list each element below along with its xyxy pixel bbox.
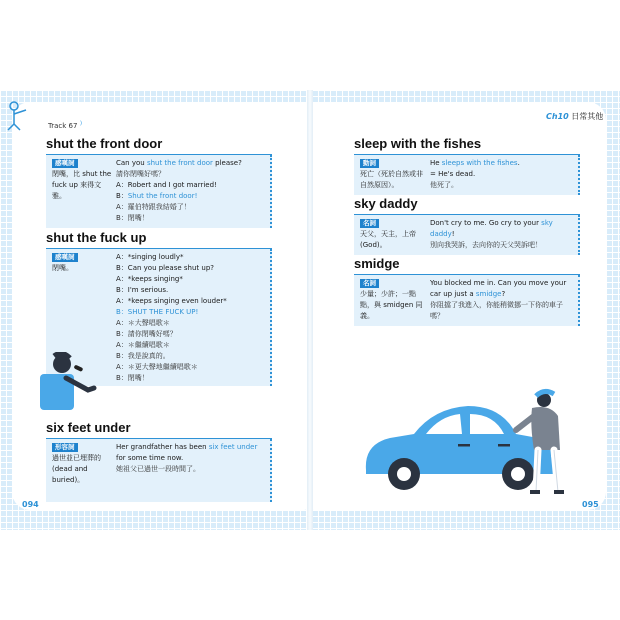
example-translation: 他死了。	[430, 181, 458, 189]
dialog-line: A：*keeps singing*	[116, 275, 183, 283]
example-sentence: Her grandfather has been six feet under for some time now.	[116, 443, 258, 462]
entry-title: shut the fuck up	[46, 230, 272, 249]
dialog-line: A：*singing loudly*	[116, 253, 184, 261]
definition: 死亡（死於自然或非自然原因）。	[360, 170, 423, 189]
dialog-line: B：Shut the front door!	[116, 192, 198, 200]
dialog-line: B：SHUT THE FUCK UP!	[116, 308, 199, 316]
singing-man-illustration	[36, 352, 106, 412]
entry-title: sleep with the fishes	[354, 136, 580, 155]
pos-tag: 感嘆詞	[52, 159, 78, 168]
entry-title: sky daddy	[354, 196, 580, 215]
example-sentence: = He's dead.	[430, 170, 476, 178]
dialog-line: B：我是說真的。	[116, 352, 170, 360]
page-number-left: 094	[22, 500, 39, 509]
track-label: Track 67 ⁾	[48, 120, 83, 131]
dialog-line: A：Robert and I got married!	[116, 181, 217, 189]
dialog-line: A：＊更大聲地繼續唱歌＊	[116, 363, 198, 371]
entry-smidge	[354, 256, 580, 326]
dialog-line: A：＊大聲唱歌＊	[116, 319, 170, 327]
pos-tag: 名詞	[360, 279, 379, 288]
dialog-line: B：Can you please shut up?	[116, 264, 214, 272]
pos-tag: 名詞	[360, 219, 379, 228]
example-sentence: You blocked me in. Can you move your car up just a smidge?	[430, 279, 567, 298]
dialog-line: A：羅伯特跟我結婚了！	[116, 203, 191, 211]
dialog-line: B：I'm serious.	[116, 286, 169, 294]
ear-icon: ⁾	[79, 120, 83, 131]
car-man-illustration	[356, 386, 588, 498]
book-spread	[0, 90, 620, 530]
definition: 閉嘴，比 shut the fuck up 來得文雅。	[52, 170, 112, 200]
entry-sleep-with-the-fishes	[354, 136, 580, 195]
entry-sky-daddy	[354, 196, 580, 255]
example-translation: 別向我哭訴，去向你的天父哭訴吧！	[430, 241, 542, 249]
dialog-line: B：閉嘴！	[116, 214, 149, 222]
entry-six-feet-under	[46, 420, 272, 502]
example-translation: 請你閉嘴好嗎？	[116, 170, 165, 178]
example-translation: 你阻擋了我進入，你能稍微挪一下你的車子嗎？	[430, 301, 563, 320]
entry-box	[46, 439, 272, 502]
entry-title: smidge	[354, 256, 580, 275]
definition: 過世並已埋葬的 (dead and buried)。	[52, 454, 101, 484]
pos-tag: 動詞	[360, 159, 379, 168]
entry-shut-the-front-door	[46, 136, 272, 228]
pos-tag: 形容詞	[52, 443, 78, 452]
entry-title: shut the front door	[46, 136, 272, 155]
example-sentence: Don't cry to me. Go cry to your sky daddy!	[430, 219, 553, 238]
entry-title: six feet under	[46, 420, 272, 439]
page-number-right: 095	[582, 500, 599, 509]
chapter-label: Ch10 日常其他	[546, 112, 604, 121]
entry-box	[354, 215, 580, 255]
definition: 少量；少許；一點點，與 smidgen 同義。	[360, 290, 423, 320]
pos-tag: 感嘆詞	[52, 253, 78, 262]
dialog-line: B：請你閉嘴好嗎？	[116, 330, 177, 338]
example-sentence: Can you shut the front door please?	[116, 159, 242, 167]
dialog-line: A：*keeps singing even louder*	[116, 297, 227, 305]
book-gutter	[307, 90, 313, 530]
example-translation: 她祖父已過世一段時間了。	[116, 465, 200, 473]
entry-box	[354, 275, 580, 326]
example-sentence: He sleeps with the fishes.	[430, 159, 520, 167]
definition: 閉嘴。	[52, 264, 73, 272]
entry-box	[46, 155, 272, 228]
definition: 天父，天主，上帝 (God)。	[360, 230, 416, 249]
dialog-line: A：＊繼續唱歌＊	[116, 341, 170, 349]
corner-doodle-icon	[4, 98, 38, 132]
dialog-line: B：閉嘴！	[116, 374, 149, 382]
entry-box	[354, 155, 580, 195]
